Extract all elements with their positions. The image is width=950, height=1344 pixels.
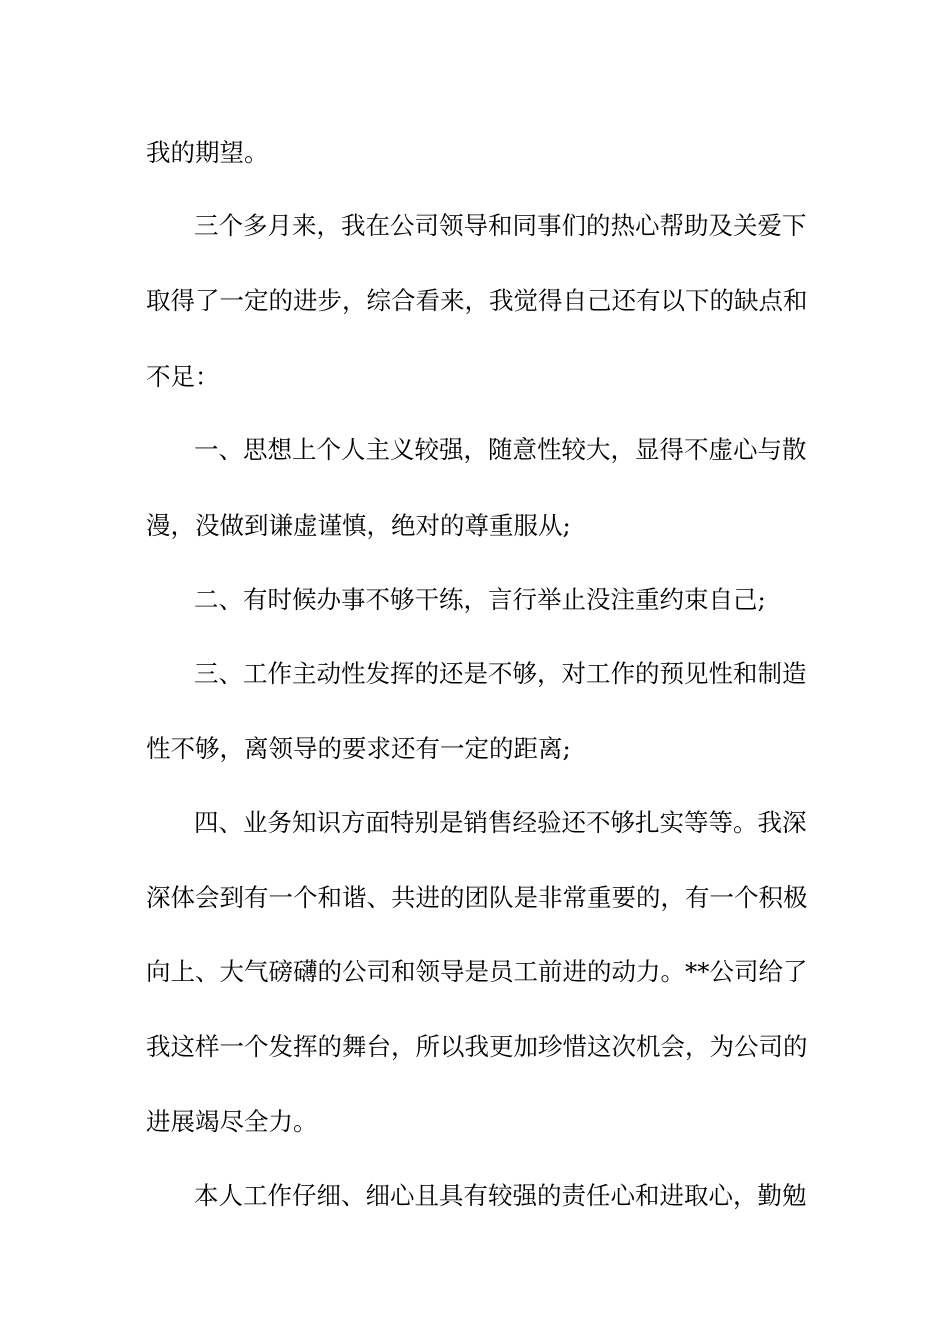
text-line: 向上、大气磅礴的公司和领导是员工前进的动力。**公司给了 bbox=[146, 957, 808, 986]
text-line: 本人工作仔细、细心且具有较强的责任心和进取心，勤勉 bbox=[194, 1181, 807, 1210]
text-line: 三个多月来，我在公司领导和同事们的热心帮助及关爱下 bbox=[194, 211, 807, 240]
text-line: 二、有时候办事不够干练，言行举止没注重约束自己; bbox=[194, 585, 766, 614]
text-line: 进展竭尽全力。 bbox=[146, 1107, 318, 1136]
text-line: 四、业务知识方面特别是销售经验还不够扎实等等。我深 bbox=[194, 808, 807, 837]
text-line: 我的期望。 bbox=[146, 138, 269, 167]
text-line: 取得了一定的进步，综合看来，我觉得自己还有以下的缺点和 bbox=[146, 286, 808, 315]
text-line: 三、工作主动性发挥的还是不够，对工作的预见性和制造 bbox=[194, 659, 807, 688]
text-line: 一、思想上个人主义较强，随意性较大，显得不虚心与散 bbox=[194, 435, 807, 464]
text-line: 不足： bbox=[146, 362, 220, 391]
text-line: 性不够，离领导的要求还有一定的距离; bbox=[146, 734, 571, 763]
text-line: 我这样一个发挥的舞台，所以我更加珍惜这次机会，为公司的 bbox=[146, 1032, 808, 1061]
text-line: 漫，没做到谦虚谨慎，绝对的尊重服从; bbox=[146, 511, 571, 540]
text-line: 深体会到有一个和谐、共进的团队是非常重要的，有一个积极 bbox=[146, 883, 808, 912]
